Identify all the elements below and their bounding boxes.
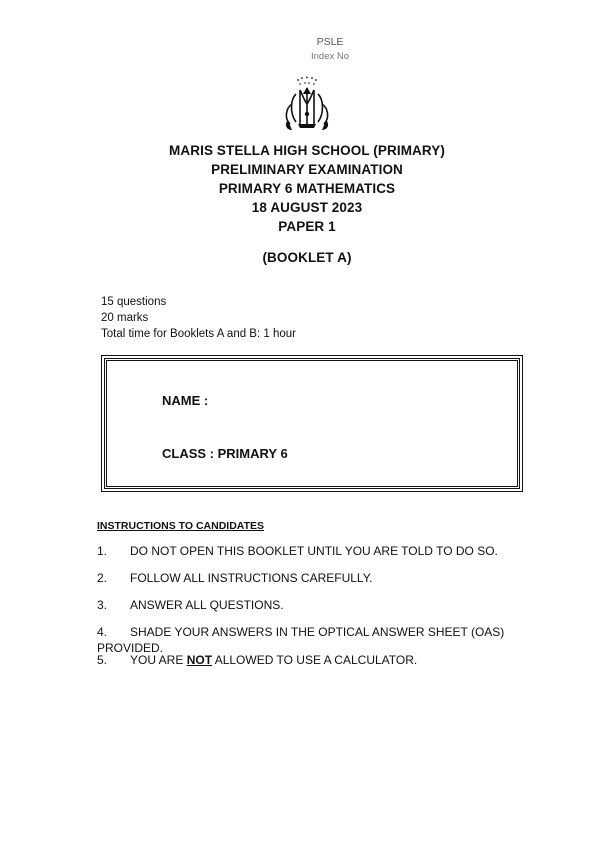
instruction-text: DO NOT OPEN THIS BOOKLET UNTIL YOU ARE TOLD TO DO SO. [130, 544, 498, 558]
instruction-text: FOLLOW ALL INSTRUCTIONS CAREFULLY. [130, 571, 373, 585]
exam-date: 18 AUGUST 2023 [251, 200, 363, 215]
instruction-item [97, 597, 567, 613]
instruction-emphasis-not: NOT [186, 653, 213, 667]
candidate-details-inner-border [106, 360, 518, 487]
exam-title: PRELIMINARY EXAMINATION [211, 162, 403, 177]
question-count: 15 questions [101, 296, 167, 308]
instruction-number: 4. [97, 625, 108, 639]
instruction-text: ANSWER ALL QUESTIONS. [130, 598, 284, 612]
instruction-number: 1. [97, 544, 108, 558]
class-field-label: CLASS : PRIMARY 6 [162, 446, 288, 461]
time-allowed: Total time for Booklets A and B: 1 hour [101, 328, 296, 340]
instruction-item [97, 570, 567, 586]
instruction-text-start: YOU ARE [130, 653, 187, 667]
instruction-text-end: ALLOWED TO USE A CALCULATOR. [212, 653, 418, 667]
paper-label: PAPER 1 [278, 219, 336, 234]
marks-total: 20 marks [101, 312, 149, 324]
instruction-number: 5. [97, 653, 108, 667]
instruction-item [97, 652, 567, 668]
school-name: MARIS STELLA HIGH SCHOOL (PRIMARY) [169, 143, 445, 158]
name-field-label: NAME : [162, 393, 209, 408]
instructions-title: INSTRUCTIONS TO CANDIDATES [97, 520, 265, 532]
instruction-number: 3. [97, 598, 108, 612]
instruction-number: 2. [97, 571, 108, 585]
school-crest-logo [276, 74, 338, 136]
subject-title: PRIMARY 6 MATHEMATICS [218, 181, 396, 196]
candidate-details-box [101, 355, 523, 492]
instruction-text: SHADE YOUR ANSWERS IN THE OPTICAL ANSWER SHEET (OAS) PROVIDED. [97, 625, 505, 655]
instruction-item [97, 543, 567, 559]
booklet-label: (BOOKLET A) [262, 250, 352, 265]
index-number-label: Index No [310, 51, 350, 62]
psle-label: PSLE [316, 36, 344, 48]
